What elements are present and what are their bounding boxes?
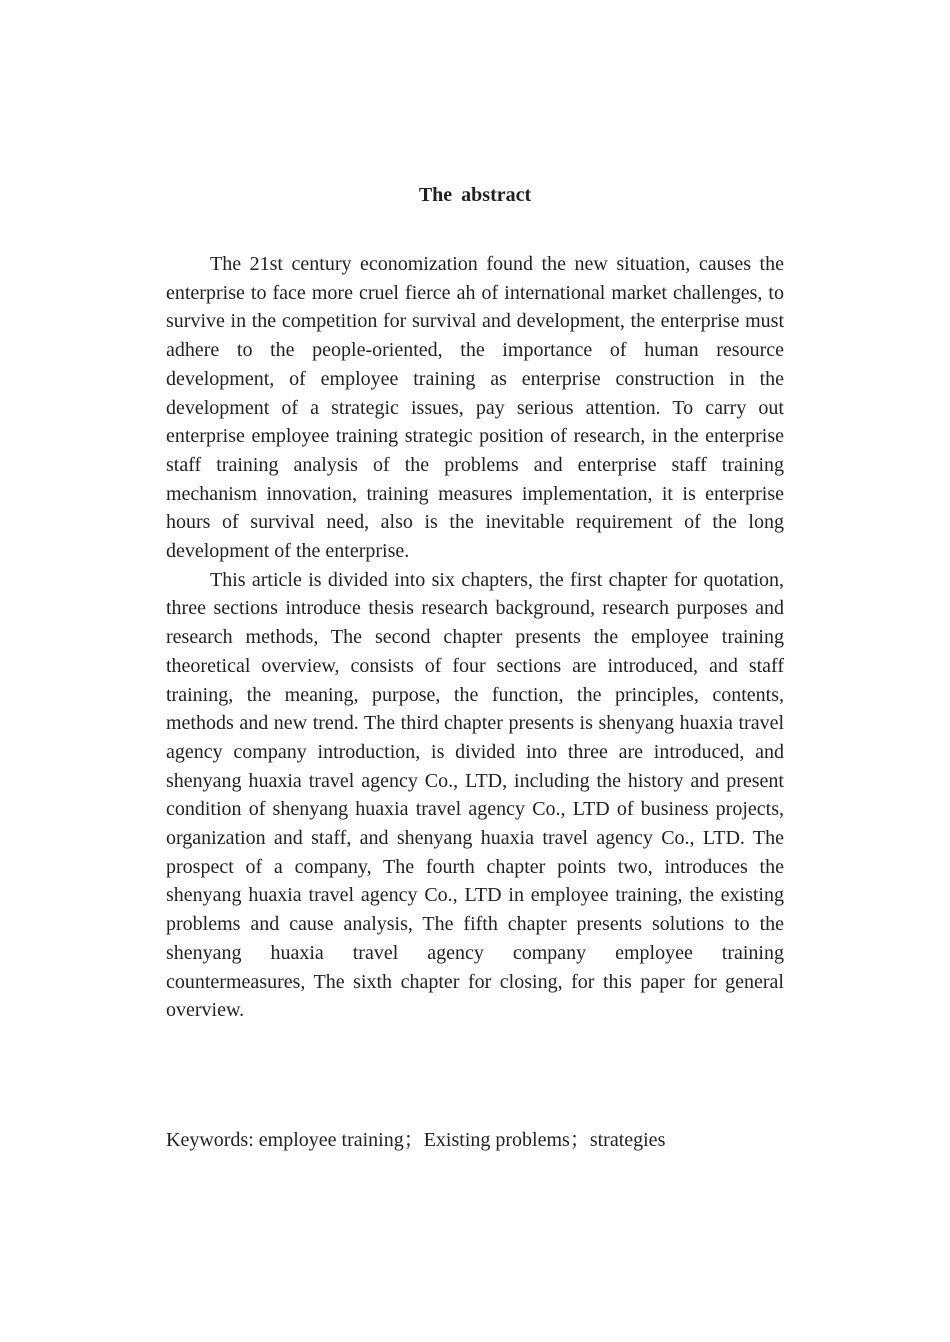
abstract-body (166, 250, 784, 1025)
keywords-line: Keywords: employee training；Existing problems；strategies (166, 1129, 666, 1151)
abstract-paragraph-1: The 21st century economization found the new situation, causes the enterprise to face more cruel fierce ah of international market challenges, to survive in the competition for survival and development, the enterprise must adhere to the people-oriented, the importance of human resource development, of employee training as enterprise construction in the development of a strategic issues, pay serious attention. To carry out enterprise employee training strategic position of research, in the enterprise staff training analysis of the problems and enterprise staff training mechanism innovation, training measures implementation, it is enterprise hours of survival need, also is the inevitable requirement of the long development of the enterprise. (166, 253, 784, 563)
abstract-paragraph-2: This article is divided into six chapters, the first chapter for quotation, three sections introduce thesis research background, research purposes and research methods, The second chapter presents the employee training theoretical overview, consists of four sections are introduced, and staff training, the meaning, purpose, the function, the principles, contents, methods and new trend. The third chapter presents is shenyang huaxia travel agency company introduction, is divided into three are introduced, and shenyang huaxia travel agency Co., LTD, including the history and present condition of shenyang huaxia travel agency Co., LTD of business projects, organization and staff, and shenyang huaxia travel agency Co., LTD. The prospect of a company, The fourth chapter points two, introduces the shenyang huaxia travel agency Co., LTD in employee training, the existing problems and cause analysis, The fifth chapter presents solutions to the shenyang huaxia travel agency company employee training countermeasures, The sixth chapter for closing, for this paper for general overview. (166, 568, 784, 1022)
abstract-title: The abstract (418, 184, 532, 206)
